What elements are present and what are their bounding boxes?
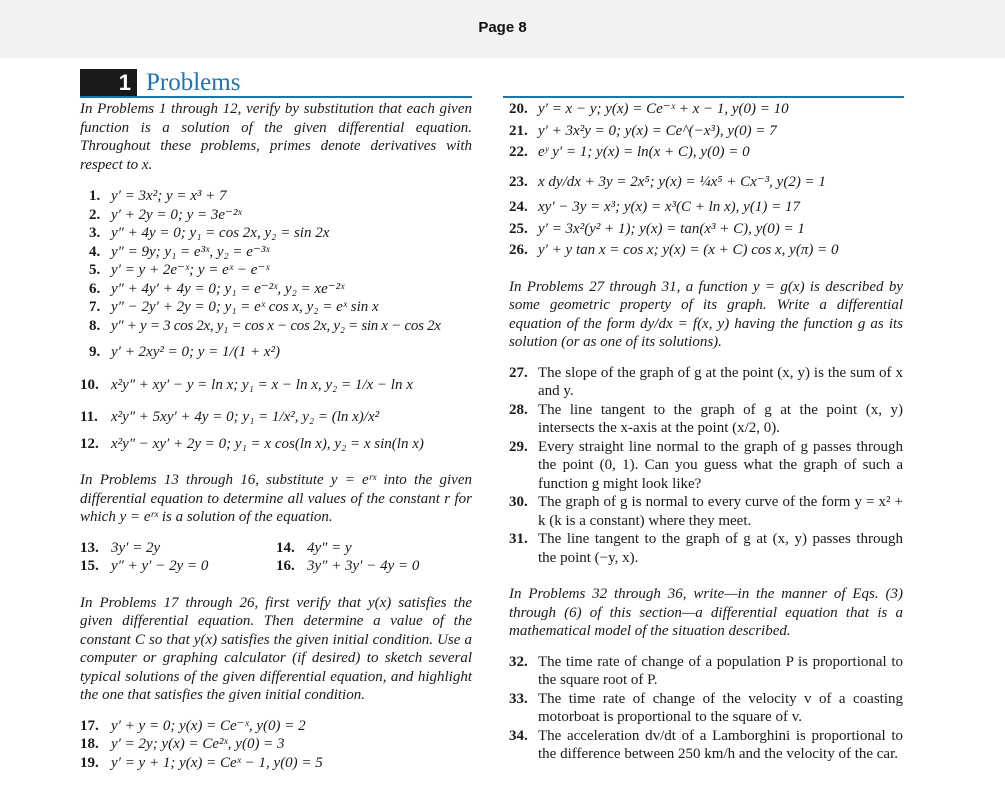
problem-text: x²y″ + 5xy′ + 4y = 0; y₁ = 1/x², y₂ = (ln x)/x²	[111, 409, 380, 425]
problem-text: Every straight line normal to the graph of g passes through the point (0, 1). Can you guess what the graph of such a function g might look like?	[538, 438, 903, 492]
problem-13	[80, 539, 276, 558]
problem-10	[80, 376, 472, 395]
problem-text: The graph of g is normal to every curve of the form y = x² + k (k is a constant) where they meet.	[538, 494, 903, 529]
problem-19	[80, 754, 472, 773]
problem-number: 33.	[509, 690, 528, 707]
problem-number: 5.	[89, 262, 101, 278]
problem-text: y″ + 4y = 0; y₁ = cos 2x, y₂ = sin 2x	[111, 225, 330, 241]
problem-number: 23.	[509, 173, 528, 190]
intro-problems-17-26: In Problems 17 through 26, first verify that y(x) satisfies the given differential equation. Then determine a value of the constant C so that y(x) satisfies the given initial condition. Use a computer or graphing calculator (if desired) to sketch several typical solutions of the given differential equation, and highlight the one that satisfies the given initial condition.	[80, 594, 472, 703]
problem-text: y′ + 3x²y = 0; y(x) = Ce^(−x³), y(0) = 7	[538, 122, 777, 139]
problem-26	[509, 241, 903, 260]
problem-27	[509, 364, 903, 401]
problem-14	[276, 539, 472, 558]
problem-number: 32.	[509, 653, 528, 670]
problem-22	[509, 143, 903, 162]
problem-11	[80, 408, 472, 427]
problem-text: The line tangent to the graph of g at the point (x, y) intersects the x-axis at the point (x/2, 0).	[538, 401, 903, 436]
problem-text: 4y″ = y	[307, 539, 352, 556]
problem-number: 24.	[509, 199, 528, 215]
problem-number: 14.	[276, 539, 295, 556]
problem-text: y′ + 2y = 0; y = 3e⁻²ˣ	[111, 206, 242, 223]
problem-9	[80, 343, 472, 362]
problem-number: 17.	[80, 717, 99, 734]
problem-31	[509, 530, 903, 567]
intro-problems-1-12: In Problems 1 through 12, verify by substitution that each given function is a solution of the given differential equation. Throughout these problems, primes denote derivatives with respect to x.	[80, 101, 472, 173]
problem-text: x dy/dx + 3y = 2x⁵; y(x) = ¼x⁵ + Cx⁻³, y(2) = 1	[538, 173, 826, 190]
problem-17	[80, 717, 472, 736]
problem-20	[509, 100, 903, 119]
problem-text: y″ − 2y′ + 2y = 0; y₁ = eˣ cos x, y₂ = eˣ sin x	[111, 299, 379, 315]
section-title: Problems	[146, 69, 241, 96]
problem-number: 7.	[89, 299, 101, 315]
problem-number: 9.	[89, 344, 101, 360]
problem-text: eʸ y′ = 1; y(x) = ln(x + C), y(0) = 0	[538, 144, 750, 160]
problem-text: y′ = 3x²; y = x³ + 7	[111, 188, 227, 204]
problem-29	[509, 438, 903, 494]
problem-21	[509, 122, 903, 141]
problem-text: y′ + y tan x = cos x; y(x) = (x + C) cos x, y(π) = 0	[538, 242, 839, 258]
problem-text: y″ + y′ − 2y = 0	[111, 558, 209, 574]
section-rule-left	[80, 96, 472, 98]
problem-text: y″ = 9y; y₁ = e³ˣ, y₂ = e⁻³ˣ	[111, 243, 270, 260]
problem-text: y′ + y = 0; y(x) = Ce⁻ˣ, y(0) = 2	[111, 717, 306, 734]
problem-number: 26.	[509, 242, 528, 258]
problem-text: y′ = y + 1; y(x) = Ceˣ − 1, y(0) = 5	[111, 754, 323, 771]
problem-number: 27.	[509, 364, 528, 381]
problem-15	[80, 557, 276, 576]
problem-text: The acceleration dv/dt of a Lamborghini is proportional to the difference between 250 km/h and the velocity of the car.	[538, 727, 903, 762]
problem-number: 21.	[509, 122, 528, 139]
problem-text: xy′ − 3y = x³; y(x) = x³(C + ln x), y(1) = 17	[538, 199, 800, 215]
problem-text: The time rate of change of the velocity v of a coasting motorboat is proportional to the square of v.	[538, 690, 903, 725]
problem-number: 19.	[80, 754, 99, 771]
problem-text: The slope of the graph of g at the point (x, y) is the sum of x and y.	[538, 364, 903, 399]
problem-number: 6.	[89, 280, 101, 297]
problem-24	[509, 198, 903, 217]
problem-16	[276, 557, 472, 576]
problems-13-16	[80, 539, 472, 576]
problem-text: y″ + y = 3 cos 2x, y₁ = cos x − cos 2x, y₂ = sin x − cos 2x	[111, 317, 441, 334]
problem-34	[509, 727, 903, 764]
problem-6	[80, 280, 472, 299]
problem-33	[509, 690, 903, 727]
problem-number: 20.	[509, 101, 528, 117]
page-label: Page 8	[478, 19, 527, 36]
problem-8	[80, 317, 472, 336]
problem-number: 16.	[276, 558, 295, 574]
problem-text: x²y″ + xy′ − y = ln x; y₁ = x − ln x, y₂ = 1/x − ln x	[111, 376, 413, 393]
problem-number: 28.	[509, 401, 528, 418]
problem-4	[80, 243, 472, 262]
problem-number: 4.	[89, 243, 101, 260]
problem-25	[509, 220, 903, 239]
problem-23	[509, 173, 903, 192]
problem-number: 15.	[80, 558, 99, 574]
problem-number: 29.	[509, 438, 528, 455]
problem-28	[509, 401, 903, 438]
problem-30	[509, 493, 903, 530]
intro-problems-13-16: In Problems 13 through 16, substitute y = eʳˣ into the given differential equation to determine all values of the constant r for which y = eʳˣ is a solution of the equation.	[80, 472, 472, 525]
problem-number: 2.	[89, 206, 101, 223]
problem-number: 25.	[509, 220, 528, 237]
problem-12	[80, 435, 472, 454]
problem-number: 8.	[89, 317, 101, 334]
problem-number: 11.	[80, 409, 98, 425]
left-column	[80, 100, 472, 772]
problem-text: y′ = x − y; y(x) = Ce⁻ˣ + x − 1, y(0) = 10	[538, 101, 789, 117]
problem-text: y′ = 2y; y(x) = Ce²ˣ, y(0) = 3	[111, 736, 285, 752]
problem-text: 3y″ + 3y′ − 4y = 0	[307, 558, 420, 574]
problem-text: The time rate of change of a population P is proportional to the square root of P.	[538, 653, 903, 688]
section-number: 1	[80, 69, 137, 96]
intro-problems-27-31: In Problems 27 through 31, a function y = g(x) is described by some geometric property of its graph. Write a differential equation of the form dy/dx = f(x, y) having the function g as its solution (or as one of its solutions).	[509, 278, 903, 350]
problem-number: 30.	[509, 494, 528, 510]
problem-text: y′ = y + 2e⁻ˣ; y = eˣ − e⁻ˣ	[111, 262, 270, 278]
problem-number: 34.	[509, 727, 528, 744]
problem-number: 3.	[89, 225, 101, 241]
problem-2	[80, 206, 472, 225]
problem-text: 3y′ = 2y	[111, 539, 161, 556]
problem-number: 31.	[509, 531, 528, 547]
right-column	[509, 100, 903, 764]
problem-text: The line tangent to the graph of g at (x, y) passes through the point (−y, x).	[538, 531, 903, 566]
problem-text: x²y″ − xy′ + 2y = 0; y₁ = x cos(ln x), y₂ = x sin(ln x)	[111, 435, 424, 452]
problem-32	[509, 653, 903, 690]
problem-number: 10.	[80, 376, 99, 393]
section-rule-right	[503, 96, 904, 98]
problem-number: 13.	[80, 539, 99, 556]
problem-text: y′ = 3x²(y² + 1); y(x) = tan(x³ + C), y(0) = 1	[538, 220, 805, 237]
problem-1	[80, 187, 472, 206]
problem-3	[80, 224, 472, 243]
problem-number: 1.	[89, 188, 101, 204]
problem-7	[80, 298, 472, 317]
problem-text: y″ + 4y′ + 4y = 0; y₁ = e⁻²ˣ, y₂ = xe⁻²ˣ	[111, 280, 345, 297]
problem-number: 18.	[80, 736, 99, 752]
problem-18	[80, 735, 472, 754]
intro-problems-32-36: In Problems 32 through 36, write—in the manner of Eqs. (3) through (6) of this section—a differential equation that is a mathematical model of the situation described.	[509, 586, 903, 639]
problem-number: 22.	[509, 144, 528, 160]
problem-5	[80, 261, 472, 280]
problem-number: 12.	[80, 435, 99, 452]
problem-text: y′ + 2xy² = 0; y = 1/(1 + x²)	[111, 344, 280, 360]
